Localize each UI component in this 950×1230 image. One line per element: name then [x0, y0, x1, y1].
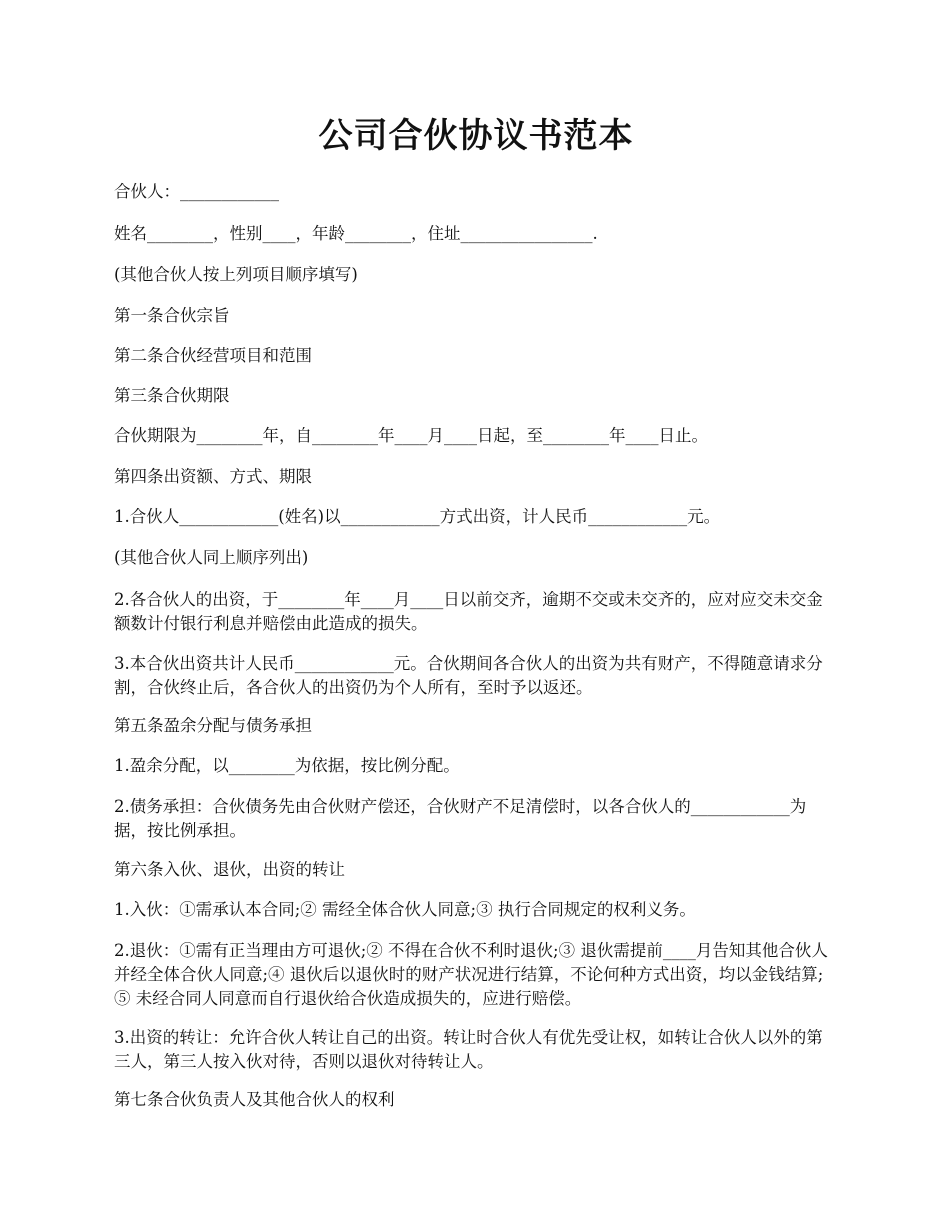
transfer-rules: 3.出资的转让：允许合伙人转让自己的出资。转让时合伙人有优先受让权，如转让合伙人以外的第三人，第三人按入伙对待，否则以退伙对待转让人。: [114, 1028, 823, 1071]
term-line: 合伙期限为________年，自________年____月____日起，至________年____日止。: [114, 426, 708, 445]
article-1-heading: 第一条合伙宗旨: [114, 306, 230, 325]
article-7-heading: 第七条合伙负责人及其他合伙人的权利: [114, 1090, 395, 1109]
contribution-line-3: 3.本合伙出资共计人民币____________元。合伙期间各合伙人的出资为共有财产，不得随意请求分割，合伙终止后，各合伙人的出资仍为个人所有，至时予以返还。: [114, 654, 823, 697]
contribution-line-2: 2.各合伙人的出资，于________年____月____日以前交齐，逾期不交或未交齐的，应对应交未交金额数计付银行利息并赔偿由此造成的损失。: [114, 590, 823, 633]
contribution-line-1: 1.合伙人____________(姓名)以____________方式出资，计人民币____________元。: [114, 507, 721, 526]
note-other-partners: (其他合伙人按上列项目顺序填写): [114, 265, 358, 284]
profit-distribution: 1.盈余分配，以________为依据，按比例分配。: [114, 756, 460, 775]
document-title: 公司合伙协议书范本: [318, 116, 634, 156]
partner-line: 合伙人：____________: [114, 182, 279, 201]
partner-info-line: 姓名________，性别____，年龄________，住址________________.: [114, 224, 598, 243]
article-2-heading: 第二条合伙经营项目和范围: [114, 346, 312, 365]
article-6-heading: 第六条入伙、退伙，出资的转让: [114, 860, 345, 879]
article-3-heading: 第三条合伙期限: [114, 386, 230, 405]
joining-rules: 1.入伙：①需承认本合同;② 需经全体合伙人同意;③ 执行合同规定的权利义务。: [114, 900, 696, 919]
withdrawal-rules: 2.退伙：①需有正当理由方可退伙;② 不得在合伙不利时退伙;③ 退伙需提前____月告知其他合伙人并经全体合伙人同意;④ 退伙后以退伙时的财产状况进行结算，不论何种方式出资，均以金钱结算;⑤ 未经合同人同意而自行退伙给合伙造成损失的，应进行赔偿。: [114, 941, 828, 1008]
article-5-heading: 第五条盈余分配与债务承担: [114, 716, 312, 735]
debt-bearing: 2.债务承担：合伙债务先由合伙财产偿还，合伙财产不足清偿时，以各合伙人的____________为据，按比例承担。: [114, 797, 807, 840]
note-other-partners-2: (其他合伙人同上顺序列出): [114, 548, 309, 567]
article-4-heading: 第四条出资额、方式、期限: [114, 467, 312, 486]
